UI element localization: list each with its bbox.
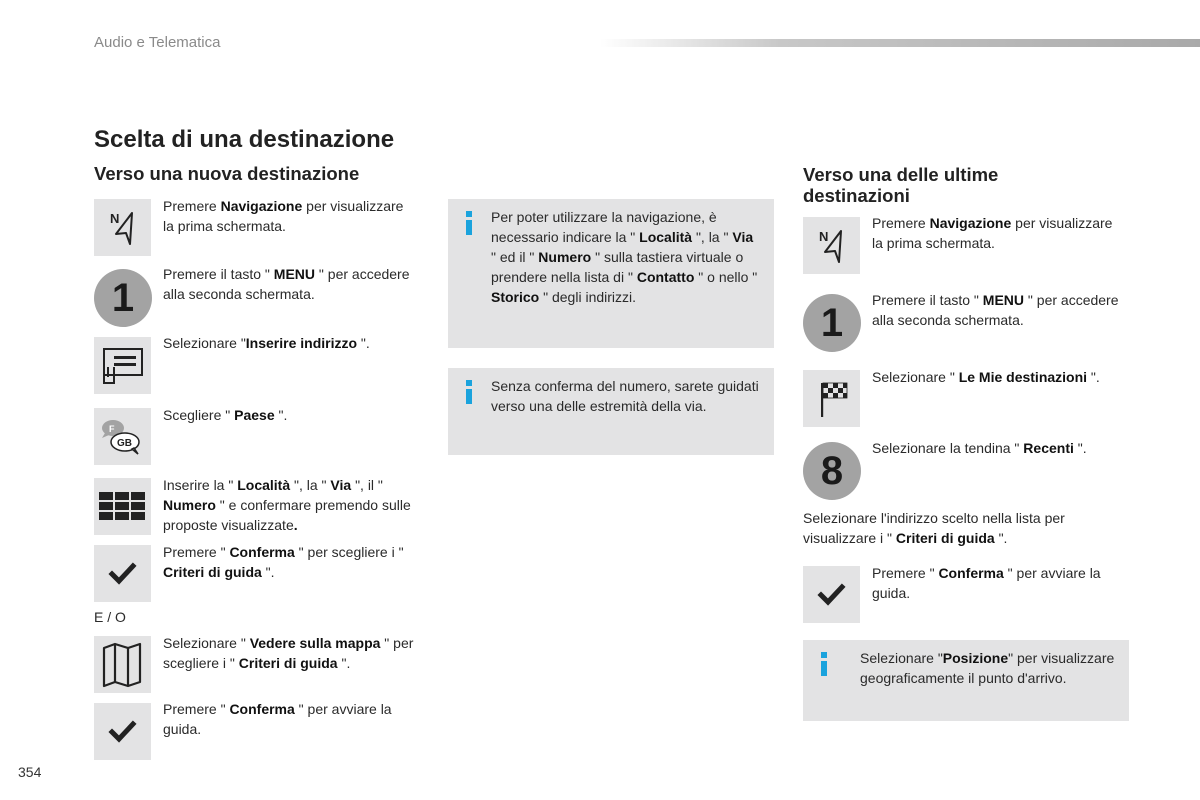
text-segment: ". xyxy=(994,530,1008,546)
keyboard-icon xyxy=(94,478,151,535)
country-code-bottom: GB xyxy=(117,438,132,449)
text-segment: ". xyxy=(261,564,275,580)
bold-term: . xyxy=(293,517,298,533)
text-segment: Selezionare " xyxy=(163,635,250,651)
right-step-text-1 xyxy=(872,290,1122,330)
bold-term: Posizione xyxy=(942,650,1009,666)
left-step-text-2 xyxy=(163,333,423,353)
text-segment: Selezionare " xyxy=(163,335,246,351)
enter-address-icon xyxy=(94,337,151,394)
right-step-text-4 xyxy=(872,563,1122,603)
text-segment: Premere " xyxy=(163,544,230,560)
text-segment: " per avviare la guida. xyxy=(163,701,392,737)
text-segment: " per visualizzare geograficamente il punto d'arrivo. xyxy=(860,650,1115,686)
bold-term: MENU xyxy=(273,266,316,282)
section-header-label: Audio e Telematica xyxy=(94,34,221,51)
text-segment: Premere il tasto " xyxy=(163,266,274,282)
bold-term: Criteri di guida xyxy=(163,564,262,580)
text-segment: per visualizzare la prima schermata. xyxy=(872,215,1113,251)
bold-term: Navigazione xyxy=(929,215,1012,231)
left-step-text-4 xyxy=(163,475,423,535)
right-step-text-0 xyxy=(872,213,1122,253)
svg-text:N: N xyxy=(110,211,120,226)
right-select-text xyxy=(803,508,1113,548)
text-segment: " ed il " xyxy=(491,249,539,265)
text-segment: " per scegliere i " xyxy=(163,635,414,671)
number-1-icon xyxy=(803,294,861,352)
header-divider-bar xyxy=(600,39,1200,47)
navigation-compass-icon xyxy=(94,199,151,256)
left-step-text-5 xyxy=(163,542,428,582)
bold-term: Conferma xyxy=(938,565,1004,581)
text-segment: ", la " xyxy=(290,477,331,493)
text-segment: Inserire la " xyxy=(163,477,238,493)
bold-term: Contatto xyxy=(636,269,695,285)
text-segment: ". xyxy=(357,335,370,351)
checkmark-icon xyxy=(94,703,151,760)
text-segment: Selezionare la tendina " xyxy=(872,440,1024,456)
svg-text:N: N xyxy=(819,229,829,244)
bold-term: Località xyxy=(237,477,291,493)
bold-term: Numero xyxy=(163,497,216,513)
text-segment: Selezionare " xyxy=(860,650,943,666)
text-segment: ". xyxy=(1087,369,1100,385)
left-step-text-7 xyxy=(163,699,413,739)
text-segment: Premere " xyxy=(163,701,230,717)
info-box xyxy=(803,640,1129,721)
text-segment: Premere xyxy=(872,215,930,231)
text-segment: " per avviare la guida. xyxy=(872,565,1101,601)
number-1-icon xyxy=(94,269,152,327)
left-step-text-1 xyxy=(163,264,413,304)
info-box xyxy=(448,199,774,348)
bold-term: Recenti xyxy=(1023,440,1074,456)
step-number: 1 xyxy=(111,275,135,320)
text-segment: Premere xyxy=(163,198,221,214)
text-segment: Senza conferma del numero, sarete guidati verso una delle estremità della via. xyxy=(491,378,759,414)
bold-term: Località xyxy=(639,229,693,245)
text-segment: Selezionare l'indirizzo scelto nella lista per visualizzare i " xyxy=(803,510,1065,546)
left-step-text-0 xyxy=(163,196,413,236)
bold-term: Via xyxy=(330,477,352,493)
text-segment: " sulla tastiera virtuale o prendere nella lista di " xyxy=(491,249,744,285)
text-segment: Per poter utilizzare la navigazione, è necessario indicare la " xyxy=(491,209,717,245)
text-segment: ", la " xyxy=(692,229,733,245)
bold-term: Via xyxy=(732,229,754,245)
text-segment: ". xyxy=(1073,440,1087,456)
text-segment: " per accedere alla seconda schermata. xyxy=(872,292,1119,328)
text-segment: per visualizzare la prima schermata. xyxy=(163,198,404,234)
info-icon xyxy=(821,652,827,676)
country-bubble-icon xyxy=(94,408,151,465)
right-section-title: Verso una delle ultime destinazioni xyxy=(803,164,999,206)
page-title: Scelta di una destinazione xyxy=(94,126,395,153)
checkered-flag-icon xyxy=(803,370,860,427)
info-text-1 xyxy=(491,376,759,416)
info-text-0 xyxy=(491,207,759,307)
page-number: 354 xyxy=(18,764,42,780)
text-segment: Premere il tasto " xyxy=(872,292,983,308)
bold-term: Storico xyxy=(491,289,540,305)
text-segment: Scegliere " xyxy=(163,407,235,423)
navigation-compass-icon xyxy=(803,217,860,274)
bold-term: MENU xyxy=(982,292,1025,308)
info-box xyxy=(448,368,774,455)
text-segment: Premere " xyxy=(872,565,939,581)
text-segment: ", il " xyxy=(351,477,383,493)
left-step-text-3 xyxy=(163,405,413,425)
bold-term: Conferma xyxy=(229,701,295,717)
bold-term: Vedere sulla mappa xyxy=(249,635,381,651)
text-segment: " e confermare premendo sulle proposte visualizzate xyxy=(163,497,411,533)
or-label: E / O xyxy=(94,609,126,625)
step-number: 8 xyxy=(820,448,844,493)
text-segment: ". xyxy=(337,655,351,671)
text-segment: " per scegliere i " xyxy=(294,544,404,560)
bold-term: Numero xyxy=(538,249,592,265)
right-step-text-2 xyxy=(872,367,1132,387)
text-segment: " per accedere alla seconda schermata. xyxy=(163,266,410,302)
checkmark-icon xyxy=(94,545,151,602)
info-text-2 xyxy=(860,648,1122,688)
number-8-icon xyxy=(803,442,861,500)
text-segment: " o nello " xyxy=(694,269,758,285)
bold-term: Navigazione xyxy=(220,198,303,214)
bold-term: Criteri di guida xyxy=(238,655,338,671)
left-step-text-6 xyxy=(163,633,428,673)
text-segment: " degli indirizzi. xyxy=(539,289,637,305)
bold-term: Inserire indirizzo xyxy=(245,335,358,351)
checkmark-icon xyxy=(803,566,860,623)
bold-term: Paese xyxy=(234,407,275,423)
bold-term: Conferma xyxy=(229,544,295,560)
bold-term: Le Mie destinazioni xyxy=(958,369,1088,385)
bold-term: Criteri di guida xyxy=(895,530,995,546)
text-segment: ". xyxy=(274,407,288,423)
left-section-title: Verso una nuova destinazione xyxy=(94,163,360,184)
info-icon xyxy=(466,380,472,404)
right-step-text-3 xyxy=(872,438,1132,458)
country-code-top: F xyxy=(109,424,115,434)
info-icon xyxy=(466,211,472,235)
map-icon xyxy=(94,636,151,693)
text-segment: Selezionare " xyxy=(872,369,959,385)
step-number: 1 xyxy=(820,300,844,345)
